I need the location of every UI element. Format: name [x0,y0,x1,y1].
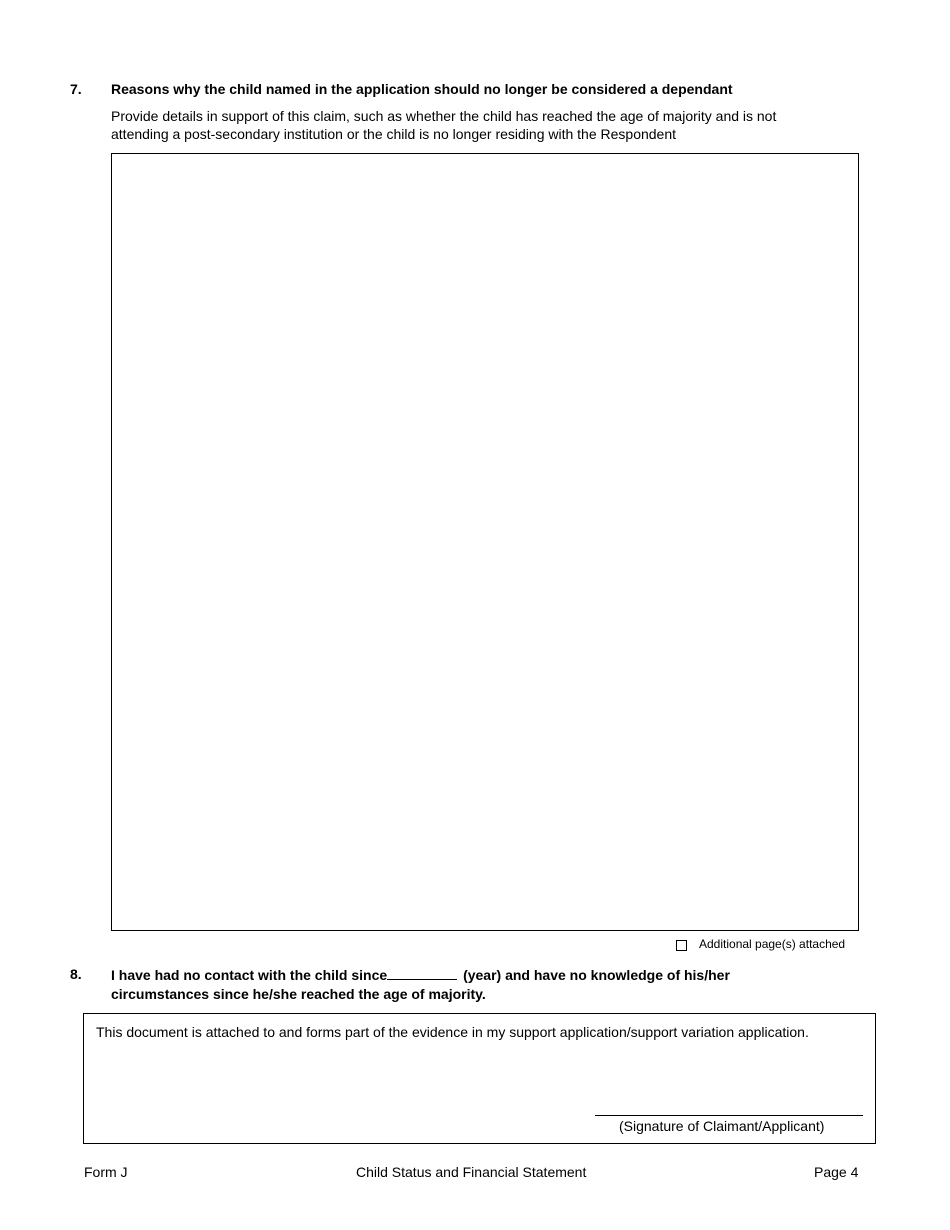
section-8-text-after: (year) and have no knowledge of his/her [463,967,730,983]
section-7-description-line-2: attending a post-secondary institution or the child is no longer residing with the Respondent [111,126,677,142]
additional-pages-label: Additional page(s) attached [699,937,846,951]
section-7-description-line-1: Provide details in support of this claim, such as whether the child has reached the age of majority and is not [111,108,777,124]
footer-page-number: Page 4 [814,1164,859,1180]
attestation-text: This document is attached to and forms part of the evidence in my support application/support variation application. [96,1024,809,1040]
section-7-title: Reasons why the child named in the application should no longer be considered a dependant [111,81,733,97]
section-8-line-1 [111,965,871,985]
attestation-box [83,1013,876,1144]
section-8-text-before: I have had no contact with the child since [111,967,388,983]
signature-label: (Signature of Claimant/Applicant) [619,1118,825,1134]
section-8-line-2: circumstances since he/she reached the age of majority. [111,986,486,1002]
section-7-answer-box[interactable] [111,153,859,931]
signature-line[interactable] [595,1115,863,1116]
section-7-number: 7. [70,81,82,97]
year-field[interactable] [387,965,457,980]
section-8-number: 8. [70,966,82,982]
additional-pages-checkbox[interactable] [676,940,687,951]
footer-form-label: Form J [84,1164,128,1180]
footer-title: Child Status and Financial Statement [356,1164,587,1180]
section-7-description [111,107,871,143]
section-8-statement [111,965,871,1004]
section-7-answer-text [112,154,858,170]
